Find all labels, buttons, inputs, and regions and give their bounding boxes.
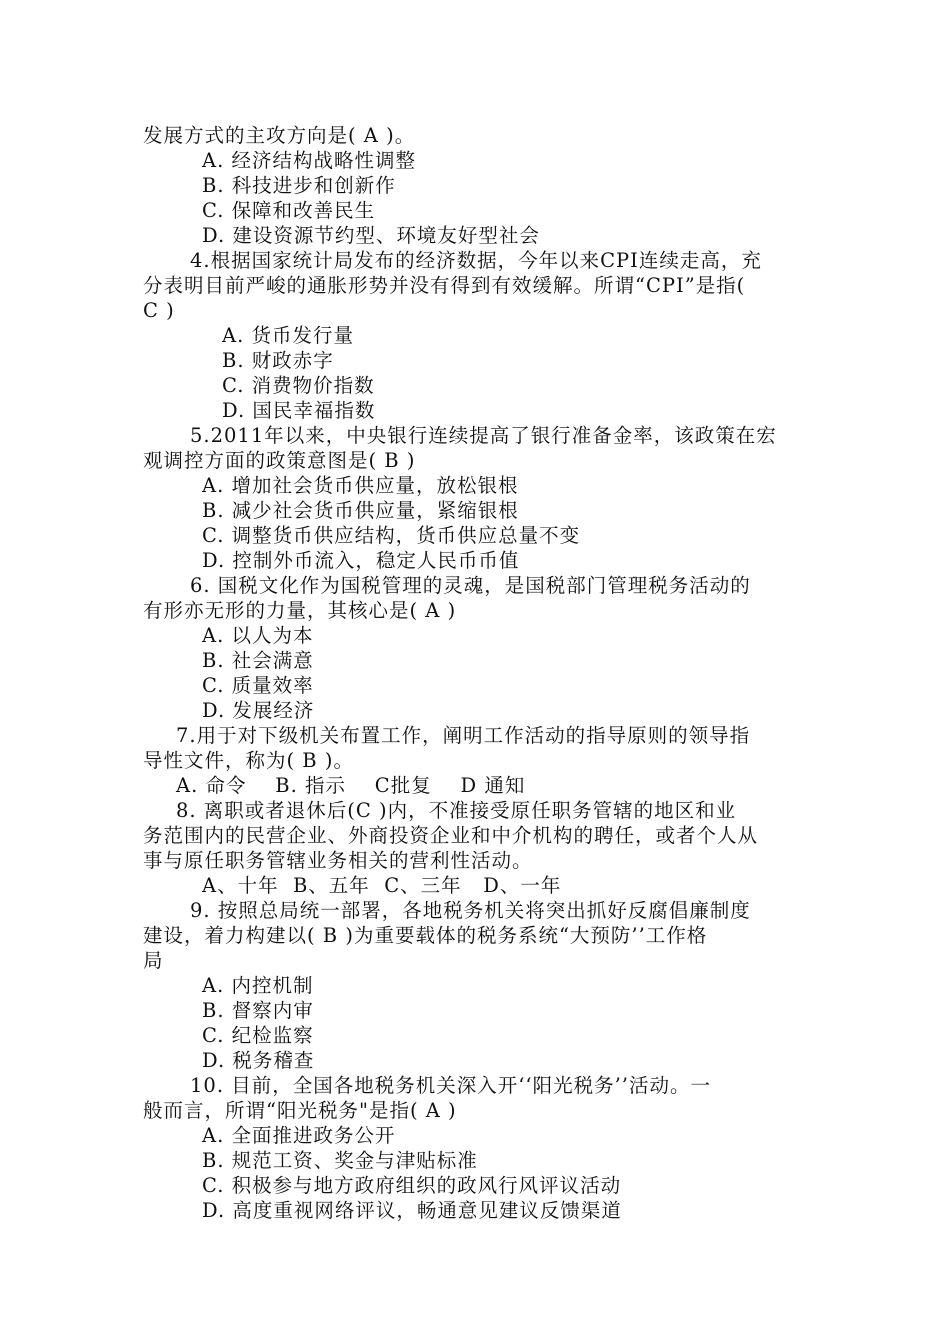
question-4-option-d: D. 国民幸福指数 — [222, 399, 376, 422]
question-4-stem-line-3: C ) — [143, 299, 175, 322]
question-7-stem-line-1: 7.用于对下级机关布置工作，阐明工作活动的指导原则的领导指 — [176, 724, 751, 747]
question-9-option-c: C. 纪检监察 — [202, 1024, 314, 1047]
question-10-option-d: D. 高度重视网络评议，畅通意见建议反馈渠道 — [202, 1199, 622, 1222]
question-7-options: A. 命令 B. 指示 C批复 D 通知 — [176, 774, 526, 797]
question-8-stem-line-1: 8. 离职或者退休后(C )内，不准接受原任职务管辖的地区和业 — [176, 799, 737, 822]
question-3-option-c: C. 保障和改善民生 — [202, 199, 376, 222]
question-10-option-b: B. 规范工资、奖金与津贴标准 — [202, 1149, 478, 1172]
question-10-option-a: A. 全面推进政务公开 — [202, 1124, 396, 1147]
question-4-stem-line-1: 4.根据国家统计局发布的经济数据，今年以来CPI连续走高，充 — [190, 249, 762, 272]
question-8-options: A、十年 B、五年 C、三年 D、一年 — [202, 874, 562, 897]
question-6-option-d: D. 发展经济 — [202, 699, 315, 722]
question-8-stem-line-2: 务范围内的民营企业、外商投资企业和中介机构的聘任，或者个人从 — [143, 824, 759, 847]
question-8-stem-line-3: 事与原任职务管辖业务相关的营利性活动。 — [143, 849, 533, 872]
question-6-stem-line-1: 6. 国税文化作为国税管理的灵魂，是国税部门管理税务活动的 — [190, 574, 751, 597]
question-7-stem-line-2: 导性文件，称为( B )。 — [143, 749, 354, 772]
question-9-option-d: D. 税务稽查 — [202, 1049, 315, 1072]
question-3-option-a: A. 经济结构战略性调整 — [202, 149, 416, 172]
question-10-stem-line-1: 10. 目前，全国各地税务机关深入开‘‘阳光税务’’活动。一 — [190, 1074, 712, 1097]
question-5-option-c: C. 调整货币供应结构，货币供应总量不变 — [202, 524, 581, 547]
question-3-option-b: B. 科技进步和创新作 — [202, 174, 396, 197]
question-4-option-b: B. 财政赤字 — [222, 349, 334, 372]
question-4-option-a: A. 货币发行量 — [222, 324, 354, 347]
question-5-option-d: D. 控制外币流入，稳定人民币币值 — [202, 549, 520, 572]
question-4-option-c: C. 消费物价指数 — [222, 374, 375, 397]
question-5-stem-line-1: 5.2011年以来，中央银行连续提高了银行准备金率，该政策在宏 — [190, 424, 777, 447]
question-5-stem-line-2: 观调控方面的政策意图是( B ) — [143, 449, 416, 472]
question-9-option-a: A. 内控机制 — [202, 974, 314, 997]
question-6-option-b: B. 社会满意 — [202, 649, 314, 672]
question-9-stem-line-3: 局 — [143, 949, 164, 972]
question-3-option-d: D. 建设资源节约型、环境友好型社会 — [202, 224, 540, 247]
question-10-stem-line-2: 般而言，所谓“阳光税务"是指( A ) — [143, 1099, 457, 1122]
question-4-stem-line-2: 分表明目前严峻的通胀形势并没有得到有效缓解。所谓“CPI”是指( — [143, 274, 746, 297]
question-6-option-a: A. 以人为本 — [202, 624, 314, 647]
question-6-stem-line-2: 有形亦无形的力量，其核心是( A ) — [143, 599, 457, 622]
question-5-option-a: A. 增加社会货币供应量，放松银根 — [202, 474, 519, 497]
question-5-option-b: B. 减少社会货币供应量，紧缩银根 — [202, 499, 519, 522]
question-10-option-c: C. 积极参与地方政府组织的政风行风评议活动 — [202, 1174, 622, 1197]
question-9-option-b: B. 督察内审 — [202, 999, 314, 1022]
question-3-stem-line-1: 发展方式的主攻方向是( A )。 — [143, 124, 416, 147]
question-6-option-c: C. 质量效率 — [202, 674, 314, 697]
question-9-stem-line-1: 9. 按照总局统一部署，各地税务机关将突出抓好反腐倡廉制度 — [190, 899, 751, 922]
question-9-stem-line-2: 建设，着力构建以( B )为重要载体的税务系统“大预防’’工作格 — [143, 924, 708, 947]
